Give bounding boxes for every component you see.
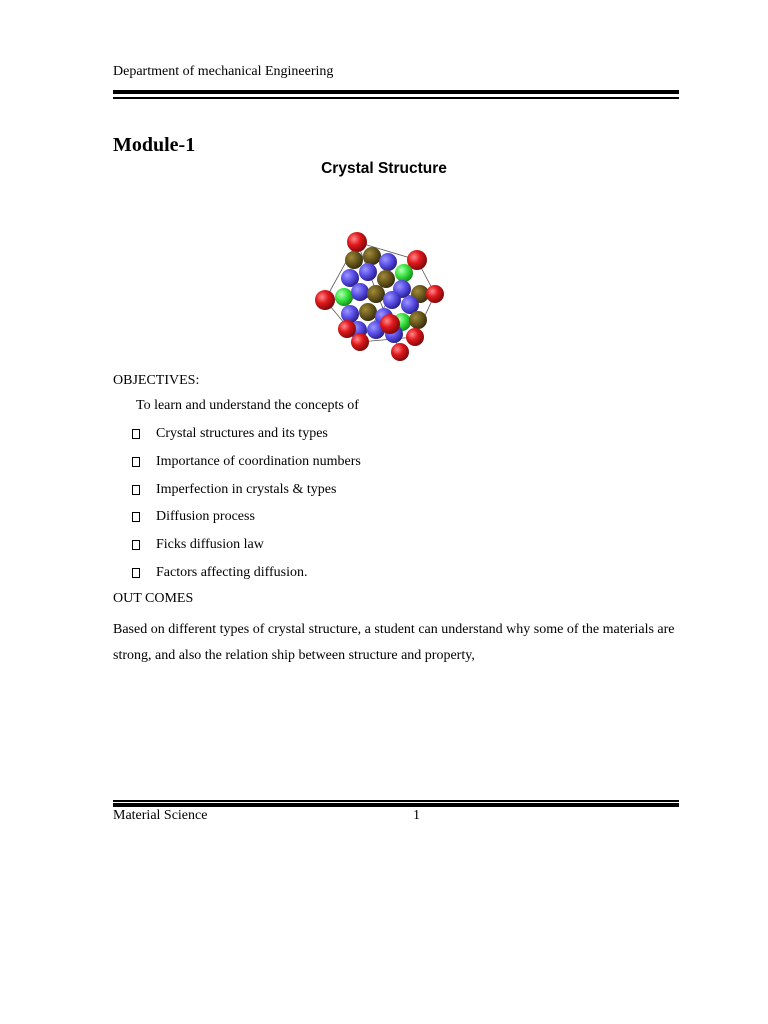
department-header: Department of mechanical Engineering [113, 64, 334, 79]
objective-item [132, 482, 336, 498]
objectives-intro: To learn and understand the concepts of [136, 398, 359, 413]
checkbox-icon [132, 457, 140, 467]
header-rule-thin [113, 97, 679, 99]
checkbox-icon [132, 429, 140, 439]
objective-label: Factors affecting diffusion. [156, 565, 308, 580]
footer-subject: Material Science [113, 808, 208, 823]
objective-item [132, 426, 328, 442]
module-title: Module-1 [113, 134, 196, 156]
objectives-heading: OBJECTIVES: [113, 373, 200, 388]
footer-rule-thin [113, 800, 679, 802]
crystal-lattice-icon [300, 222, 450, 372]
objective-item [132, 509, 255, 525]
outcomes-heading: OUT COMES [113, 591, 194, 606]
objective-label: Crystal structures and its types [156, 426, 328, 441]
checkbox-icon [132, 540, 140, 550]
page-number: 1 [413, 808, 420, 823]
objective-item [132, 537, 264, 553]
checkbox-icon [132, 568, 140, 578]
objective-label: Importance of coordination numbers [156, 454, 361, 469]
section-title: Crystal Structure [321, 160, 447, 177]
checkbox-icon [132, 512, 140, 522]
footer-rule-thick [113, 803, 679, 807]
objective-label: Diffusion process [156, 509, 255, 524]
checkbox-icon [132, 485, 140, 495]
objective-label: Imperfection in crystals & types [156, 482, 337, 497]
outcomes-paragraph: Based on different types of crystal structure, a student can understand why some of the materials are strong, and also the relation ship between structure and property, [113, 622, 675, 663]
objective-item [132, 454, 361, 470]
objective-item [132, 565, 308, 581]
objective-label: Ficks diffusion law [156, 537, 264, 552]
header-rule-thick [113, 90, 679, 94]
